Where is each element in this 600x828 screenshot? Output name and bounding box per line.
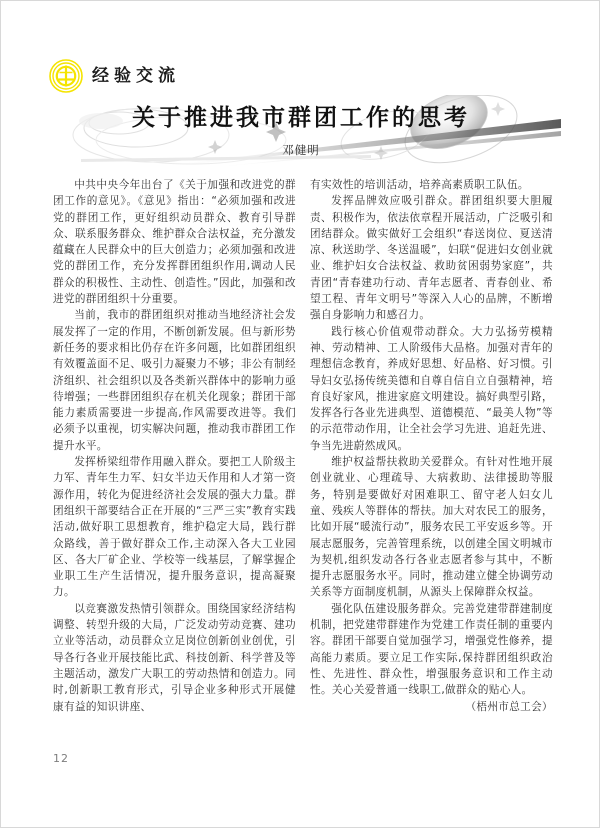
union-emblem-icon bbox=[49, 59, 83, 93]
article-body bbox=[53, 177, 553, 715]
article-author: 邓健明 bbox=[282, 143, 320, 157]
article-title-banner bbox=[41, 95, 561, 167]
paragraph: 发挥品牌效应吸引群众。群团组织要大胆履责、积极作为，依法依章程开展活动，广泛吸引和团结群众。做实做好工会组织“春送岗位、夏送清凉、秋送助学、冬送温暖”，妇联“促进妇女创业就业、维护妇女合法权益、救助贫困弱势家庭”，共青团“青春建功行动、青年志愿者、青春创业、希望工程、青年文明号”等深入人心的品牌，不断增强自身影响力和感召力。 bbox=[310, 195, 553, 322]
page-title: 关于推进我市群团工作的思考 bbox=[132, 105, 470, 131]
paragraph: 中共中央今年出台了《关于加强和改进党的群团工作的意见》。《意见》指出：“必须加强和改进党的群团工作，更好组织动员群众、教育引导群众、联系服务群众、维护群众合法权益，充分激发蕴藏在人民群众中的巨大创造力；必须加强和改进党的群团工作，充分发挥群团组织作用,调动人民群众的积极性、主动性、创造性。”因此，加强和改进党的群团组织十分重要。 bbox=[53, 179, 296, 306]
paragraph: 以竞赛激发热情引领群众。围绕国家经济结构调整、转型升级的大局，广泛发动劳动竞赛、建功立业等活动，动员群众立足岗位创新创业创优，引导各行各业开展技能比武、科技创新、科学普及等主题活动，激发广大职工的劳动热情和创造力。同时,创新职工教育形式，引导企业多种形式开展健康有益的知识讲座、 bbox=[53, 602, 296, 713]
paragraph: 强化队伍建设服务群众。完善党建带群建制度机制，把党建带群建作为党建工作责任制的重要内容。群团干部要自觉加强学习，增强党性修养，提高能力素质。要立足工作实际,保持群团组织政治性、先进性、群众性，增强服务意识和工作主动性。关心关爱普通一线职工,做群众的贴心人。 bbox=[310, 602, 553, 697]
paragraph: 发挥桥梁纽带作用融入群众。要把工人阶级主力军、青年生力军、妇女半边天作用和人才第一资源作用，转化为促进经济社会发展的强大力量。群团组织干部要结合正在开展的“三严三实”教育实践活动,做好职工思想教育，维护稳定大局，践行群众路线，善于做好群众工作,主动深入各大工业园区、各大厂矿企业、学校等一线基层，了解掌握企业职工生产生活情况，提升服务意识，提高凝聚力。 bbox=[53, 456, 296, 599]
column-left bbox=[53, 177, 296, 715]
paragraph: 践行核心价值观带动群众。大力弘扬劳模精神、劳动精神、工人阶级伟大品格。加强对青年的理想信念教育，养成好思想、好品格、好习惯。引导妇女弘扬传统美德和自尊自信自立自强精神，培育良好家风，推进家庭文明建设。搞好典型引路，发挥各行各业先进典型、道德模范、“最美人物”等的示范带动作用，让全社会学习先进、追赶先进、争当先进蔚然成风。 bbox=[310, 325, 553, 452]
column-right bbox=[310, 177, 553, 715]
section-header bbox=[49, 56, 180, 96]
section-header-label: 经验交流 bbox=[92, 65, 180, 86]
paragraph: 有实效性的培训活动，培养高素质职工队伍。 bbox=[310, 179, 529, 191]
article-signature: （梧州市总工会） bbox=[465, 700, 553, 713]
paragraph: 当前，我市的群团组织对推动当地经济社会发展发挥了一定的作用，不断创新发展。但与新形势新任务的要求相比仍存在许多问题，比如群团组织有效覆盖面不足、吸引力凝聚力不够；非公有制经济组织、社会组织以及各类新兴群体中的影响力亟待增强；一些群团组织存在机关化现象；群团干部能力素质需要进一步提高,作风需要改进等。我们必须予以重视，切实解决问题，推动我市群团工作提升水平。 bbox=[53, 309, 296, 452]
paragraph: 维护权益帮扶救助关爱群众。有针对性地开展创业就业、心理疏导、大病救助、法律援助等服务，特别是要做好对困难职工、留守老人妇女儿童、残疾人等群体的帮扶。加大对农民工的服务，比如开展“暖流行动”，服务农民工平安返乡等。开展志愿服务，完善管理系统，以创建全国文明城市为契机,组织发动各行各业志愿者参与其中，不断提升志愿服务水平。同时，推动建立健全协调劳动关系等方面制度机制，从源头上保障群众权益。 bbox=[310, 456, 553, 599]
page-number: 12 bbox=[53, 752, 69, 765]
